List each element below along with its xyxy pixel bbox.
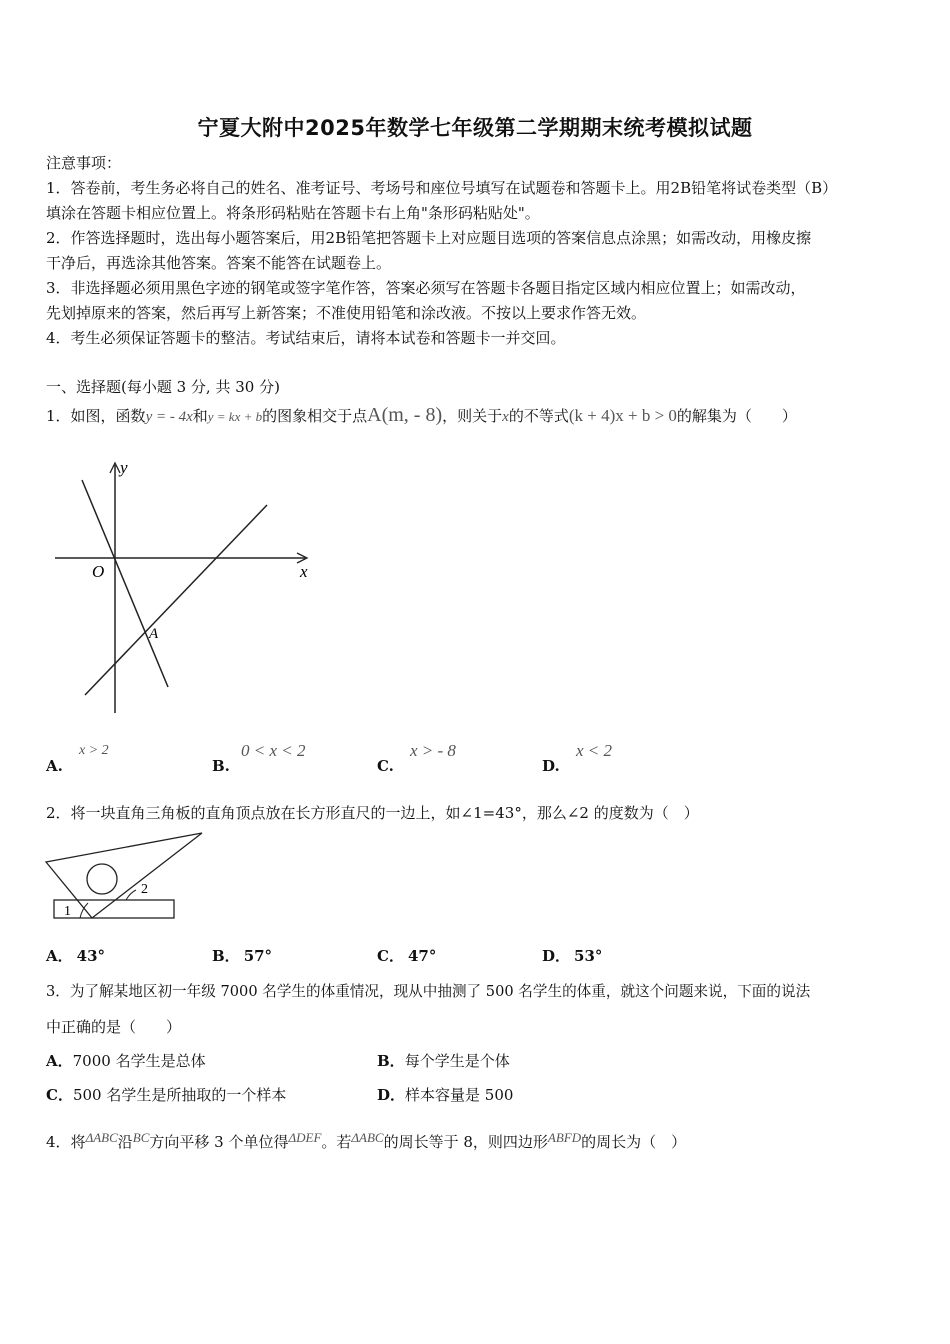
q1-function-2: y = kx + b	[207, 409, 263, 424]
q4-segment-bc: BC	[132, 1130, 150, 1145]
option-text: 7000 名学生是总体	[72, 1052, 206, 1070]
q3-option-c	[46, 1084, 286, 1105]
q3-text: 为了解某地区初一年级 7000 名学生的体重情况，现从中抽测了 500 名学生的体重，就这个问题来说，下面的说法	[69, 983, 811, 1000]
question-number: 4．	[46, 1133, 71, 1151]
q1-option-c-letter: C.	[377, 757, 394, 775]
angle-1-label: 1	[64, 904, 71, 919]
q2-text: 将一块直角三角板的直角顶点放在长方形直尺的一边上，如∠1=43°，那么∠2 的度数为（ ）	[70, 804, 699, 822]
q2-figure	[44, 830, 209, 925]
notice-line: 先划掉原来的答案，然后再写上新答案；不准使用铅笔和涂改液。不按以上要求作答无效。	[46, 304, 647, 322]
question-3-stem	[46, 980, 810, 1001]
option-letter: D．	[377, 1086, 406, 1104]
q4-text: 的周长等于 8，则四边形	[383, 1133, 548, 1151]
q1-text: 的不等式	[508, 407, 569, 425]
q2-option-b	[212, 945, 272, 966]
option-value: 43°	[76, 947, 106, 965]
q1-graph	[50, 455, 320, 720]
q4-triangle-abc: ΔABC	[85, 1130, 118, 1145]
q4-text: 方向平移 3 个单位得	[149, 1133, 289, 1151]
q4-text: 的周长为（ ）	[581, 1133, 687, 1151]
angle-2-label: 2	[141, 882, 148, 897]
q2-option-a	[46, 945, 105, 966]
q1-function-1: y = - 4x	[145, 409, 193, 425]
page-title: 宁夏大附中2025年数学七年级第二学期期末统考模拟试题	[197, 116, 753, 140]
question-number: 3．	[46, 983, 70, 1000]
option-letter: B．	[377, 1052, 405, 1070]
notice-line: 1．答卷前，考生务必将自己的姓名、准考证号、考场号和座位号填写在试题卷和答题卡上。用2B铅笔将试卷类型（B）	[46, 179, 838, 197]
q2-option-d	[542, 945, 602, 966]
q3-option-b	[377, 1050, 510, 1071]
q1-text: 和	[192, 407, 208, 425]
q1-option-d-letter: D.	[542, 757, 560, 775]
option-text: 每个学生是个体	[404, 1052, 510, 1070]
q3-option-d	[377, 1084, 513, 1105]
angle-2-arc	[126, 890, 136, 900]
q3-option-a	[46, 1050, 206, 1071]
origin-label: O	[92, 562, 105, 581]
q1-text: ，则关于	[442, 407, 503, 425]
option-value: 47°	[407, 947, 437, 965]
q1-option-b-letter: B.	[212, 757, 230, 775]
q1-text: 的图象相交于点	[262, 407, 368, 425]
question-number: 2．	[46, 804, 71, 822]
notice-line: 3．非选择题必须用黑色字迹的钢笔或签字笔作答，答案必须写在答题卡各题目指定区域内相应位置上；如需改动，	[46, 279, 806, 297]
set-square-hole	[87, 864, 117, 894]
question-2-stem	[46, 802, 699, 823]
option-letter: D．	[542, 947, 571, 965]
q1-option-a-expr: x > 2	[79, 743, 109, 758]
point-a-label: A	[149, 626, 159, 642]
q1-inequality: (k + 4)x + b > 0	[568, 406, 677, 425]
q1-point: A(m, - 8)	[367, 404, 443, 426]
q1-option-b-expr: 0 < x < 2	[241, 741, 306, 760]
line-kx-b	[85, 505, 267, 695]
notice-heading: 注意事项：	[46, 154, 122, 172]
notice-line: 4．考生必须保证答题卡的整洁。考试结束后，请将本试卷和答题卡一并交回。	[46, 329, 566, 347]
y-axis-label: y	[120, 458, 128, 477]
q4-triangle-abc-2: ΔABC	[351, 1130, 384, 1145]
option-letter: B．	[212, 947, 240, 965]
q4-text: 沿	[117, 1133, 133, 1151]
section-heading: 一、选择题(每小题 3 分, 共 30 分)	[46, 378, 280, 396]
q2-option-c	[377, 945, 436, 966]
notice-line: 填涂在答题卡相应位置上。将条形码粘贴在答题卡右上角"条形码粘贴处"。	[46, 204, 540, 222]
question-3-stem-cont: 中正确的是（ ）	[46, 1018, 182, 1036]
q4-quadrilateral-abfd: ABFD	[547, 1130, 582, 1145]
option-letter: C．	[377, 947, 404, 965]
q1-text: 如图，函数	[70, 407, 146, 425]
ruler	[54, 900, 174, 918]
option-letter: A．	[46, 947, 73, 965]
q1-variable: x	[502, 409, 509, 425]
q1-option-a-letter: A.	[46, 757, 63, 775]
notice-line: 2．作答选择题时，选出每小题答案后，用2B铅笔把答题卡上对应题目选项的答案信息点涂黑；如需改动，用橡皮擦	[46, 229, 812, 247]
line-y-neg4x	[82, 480, 168, 687]
q1-text: 的解集为（ ）	[676, 407, 797, 425]
q1-option-d-expr: x < 2	[576, 741, 613, 760]
option-letter: C．	[46, 1086, 73, 1104]
q1-option-c-expr: x > - 8	[410, 741, 456, 760]
q4-text: 。若	[321, 1133, 352, 1151]
option-letter: A．	[46, 1052, 73, 1070]
question-number: 1．	[46, 407, 71, 425]
question-4-stem	[46, 1130, 686, 1152]
option-value: 57°	[243, 947, 273, 965]
question-1-stem	[46, 404, 797, 427]
q4-triangle-def: ΔDEF	[288, 1130, 322, 1145]
option-text: 样本容量是 500	[405, 1086, 514, 1104]
notice-line: 干净后，再选涂其他答案。答案不能答在试题卷上。	[46, 254, 392, 272]
q4-text: 将	[70, 1133, 86, 1151]
option-text: 500 名学生是所抽取的一个样本	[72, 1086, 287, 1104]
x-axis-label: x	[300, 562, 308, 581]
option-value: 53°	[574, 947, 603, 965]
